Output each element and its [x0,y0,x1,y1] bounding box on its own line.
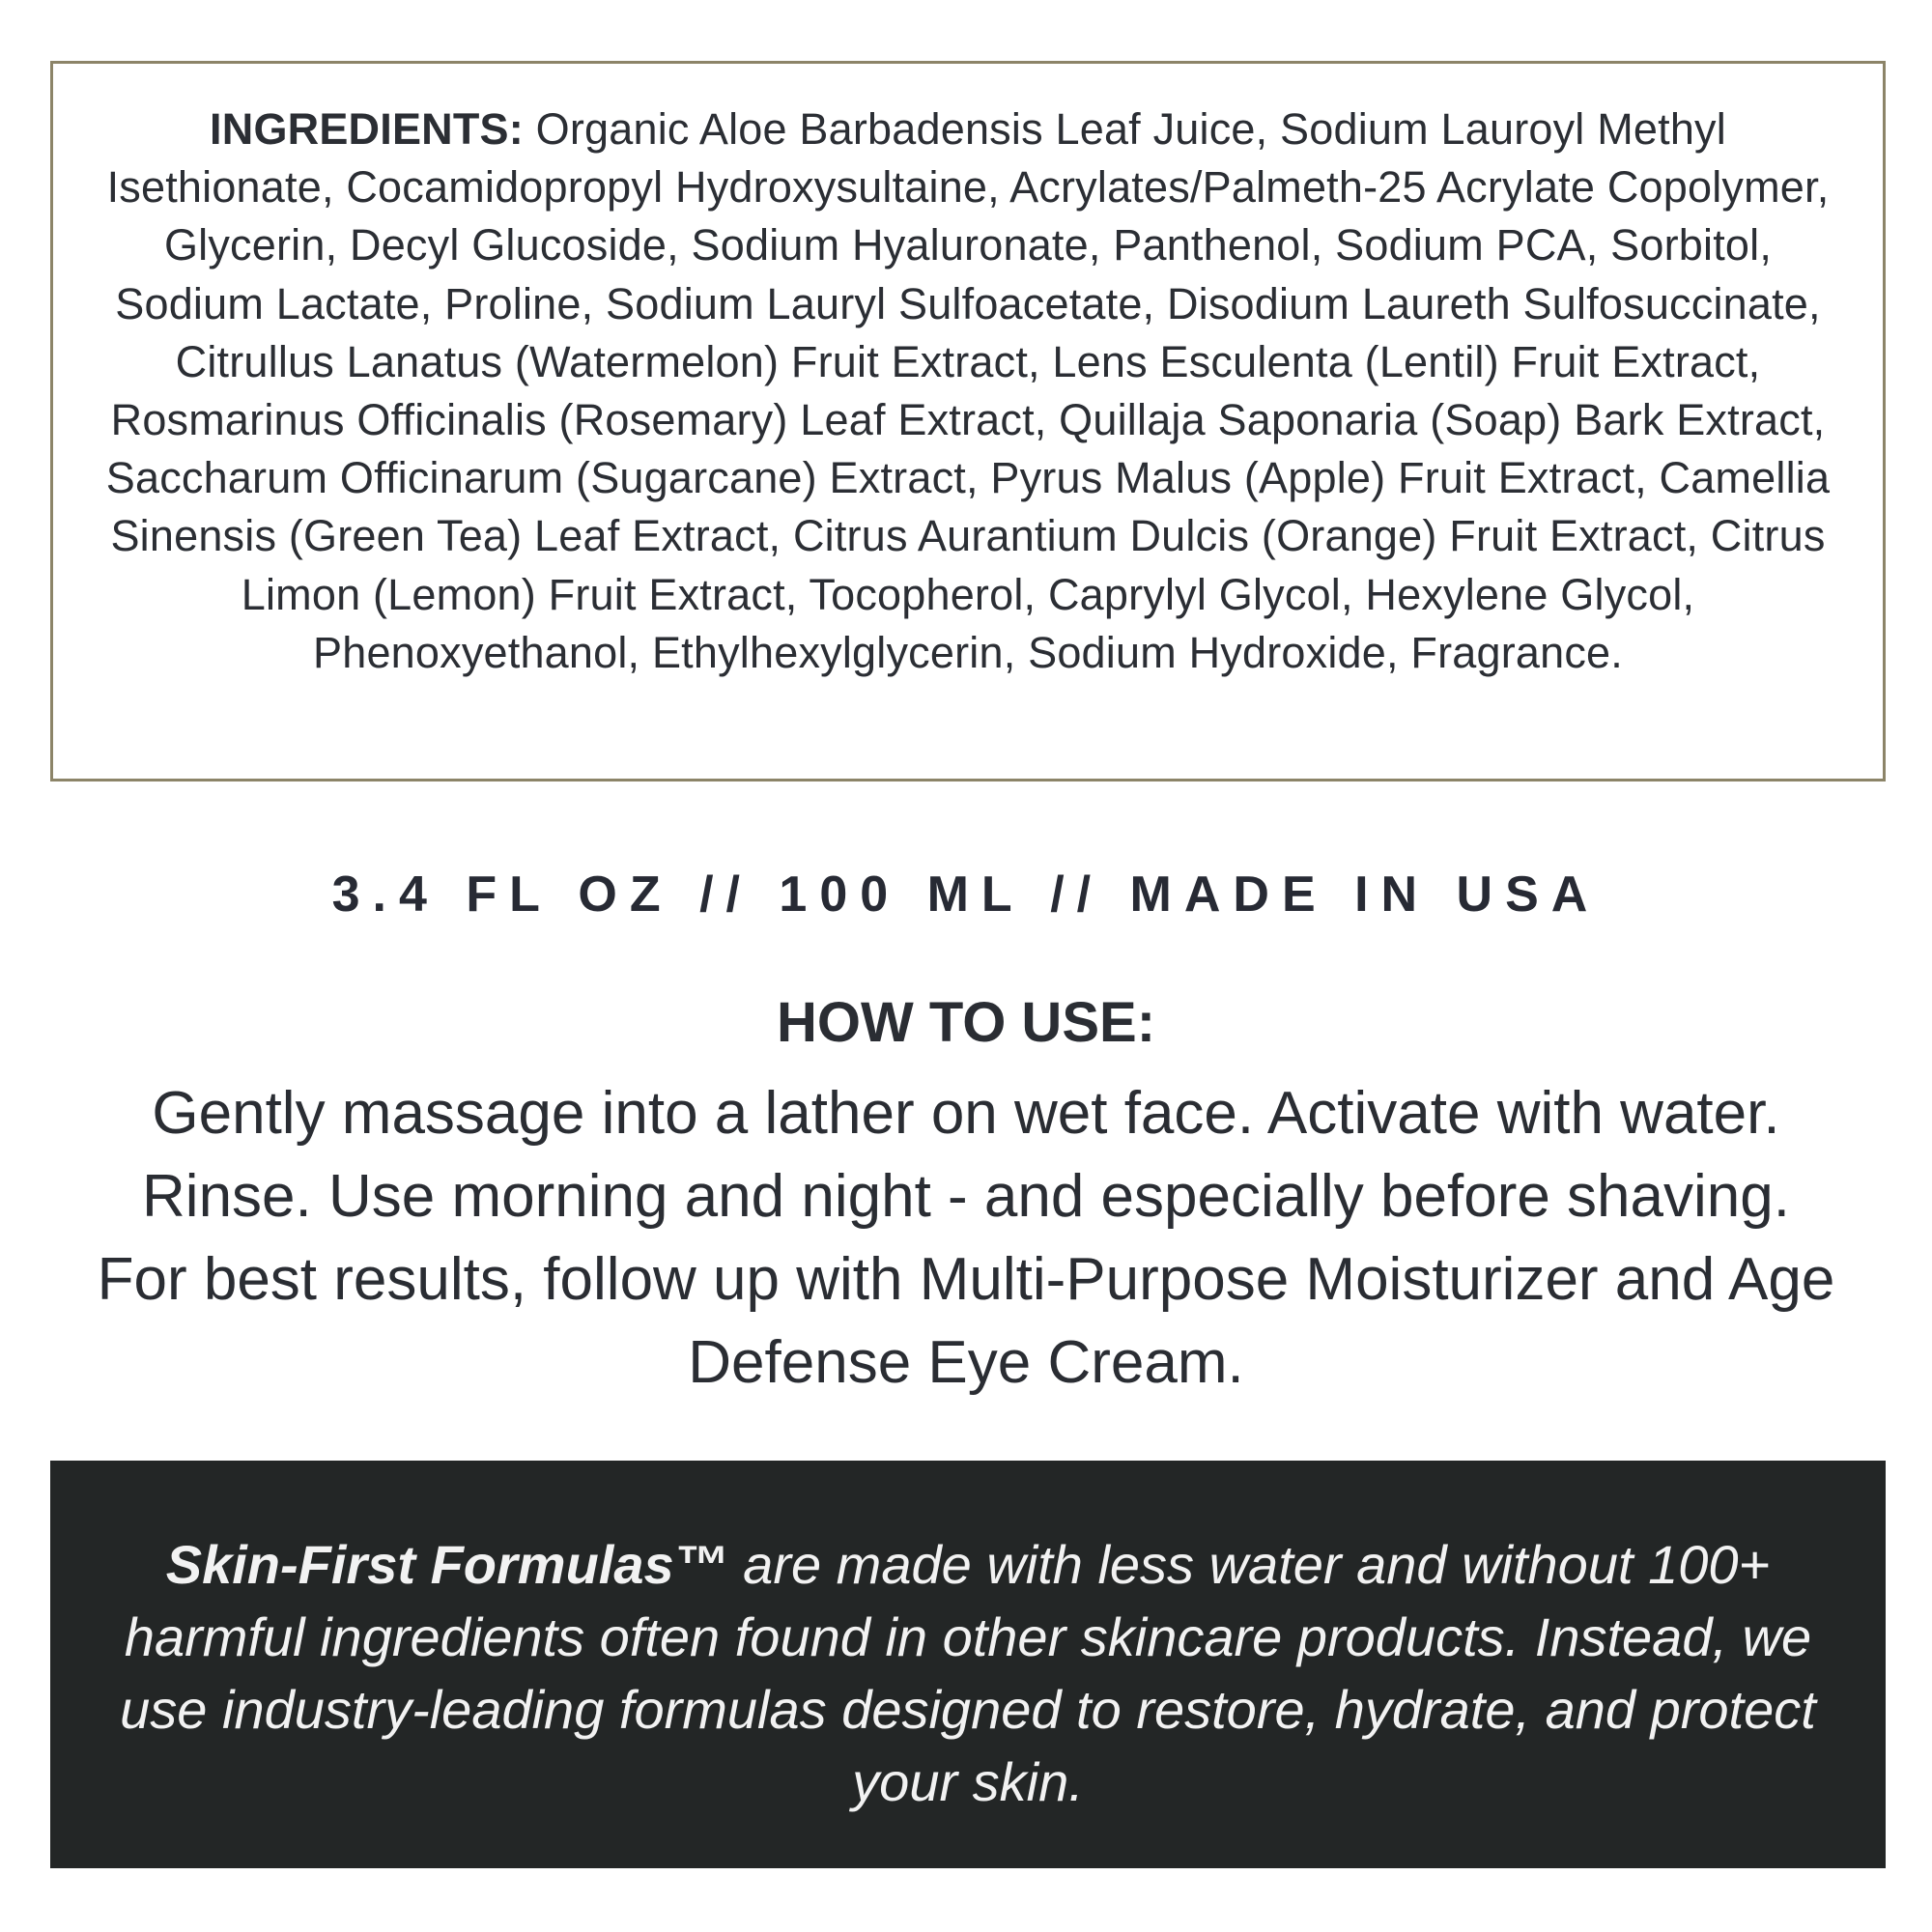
ingredients-list: Organic Aloe Barbadensis Leaf Juice, Sodium Lauroyl Methyl Isethionate, Cocamidopropyl Hydroxysultaine, Acrylates/Palmeth-25 Acrylate Copolymer, Glycerin, Decyl Glucoside, Sodium Hyaluronate, Panthenol, Sodium PCA, Sorbitol, Sodium Lactate, Proline, Sodium Lauryl Sulfoacetate, Disodium Laureth Sulfosuccinate, Citrullus Lanatus (Watermelon) Fruit Extract, Lens Esculenta (Lentil) Fruit Extract, Rosmarinus Officinalis (Rosemary) Leaf Extract, Quillaja Saponaria (Soap) Bark Extract, Saccharum Officinarum (Sugarcane) Extract, Pyrus Malus (Apple) Fruit Extract, Camellia Sinensis (Green Tea) Leaf Extract, Citrus Aurantium Dulcis (Orange) Fruit Extract, Citrus Limon (Lemon) Fruit Extract, Tocopherol, Caprylyl Glycol, Hexylene Glycol, Phenoxyethanol, Ethylhexylglycerin, Sodium Hydroxide, Fragrance. [105,104,1831,677]
how-to-use-text: Gently massage into a lather on wet face. Activate with water. Rinse. Use morning and night - and especially before shaving. For best results, follow up with Multi-Purpose Moisturizer and Age Defense Eye Cream. [97,1080,1835,1396]
ingredients-label: INGREDIENTS: [210,104,524,154]
skin-first-panel [50,1461,1886,1868]
skin-first-text [89,1528,1847,1818]
ingredients-box [50,61,1886,781]
skin-first-description: are made with less water and without 100+ harmful ingredients often found in other skincare products. Instead, we use industry-leading formulas designed to restore, hydrate, and protect your skin. [120,1534,1816,1812]
skin-first-brand: Skin-First Formulas™ [165,1534,728,1595]
ingredients-text [101,100,1834,682]
how-to-use-title: HOW TO USE: [776,991,1156,1054]
size-line: 3.4 FL OZ // 100 ML // MADE IN USA [331,867,1601,923]
